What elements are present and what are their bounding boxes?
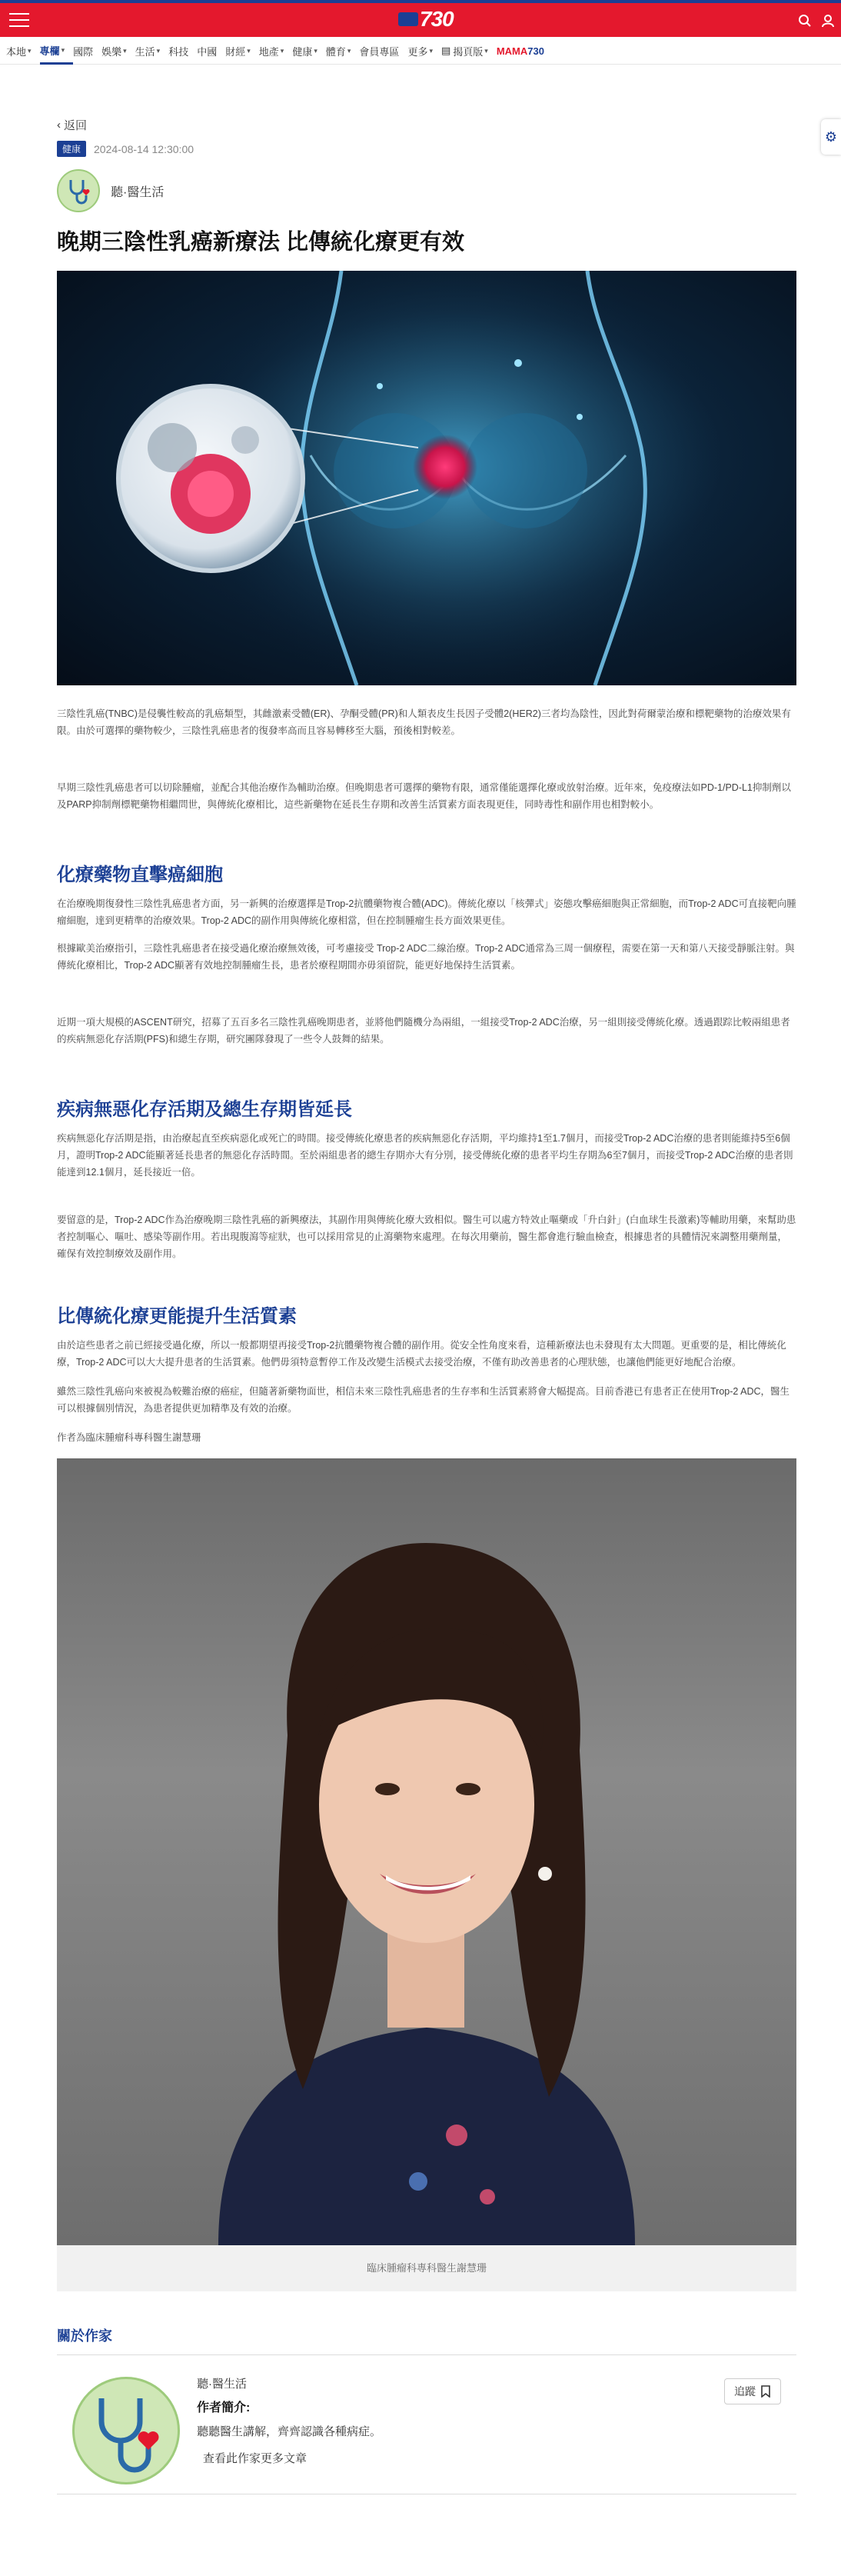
intro-label: 作者簡介:	[197, 2401, 251, 2414]
paragraph-8: 由於這些患者之前已經接受過化療，所以一般都期望再接受Trop-2抗體藥物複合體的副作用。從安全性角度來看，這種新療法也未發現有太大問題。更重要的是，相比傳統化療，Trop-2 ADC可以大大提升患者的生活質素。他們毋須特意暫停工作及改變生活模式去接受治療，不僅有助改善患者的心理狀態，也讓他們能更好地配合治療。	[57, 1340, 786, 1368]
nav-item-label: 揭頁版	[453, 45, 484, 58]
paragraph-4: 根據歐美治療指引，三陰性乳癌患者在接受過化療治療無效後，可考慮接受 Trop-2 ADC二線治療。Trop-2 ADC通常為三周一個療程，需要在第一天和第八天接受靜脈注射。與傳統化療相比，Trop-2 ADC顯著有效地控制腫瘤生長，患者於療程期間亦毋須留院，能更好地保持生活質素。	[57, 943, 795, 971]
nav-item-12[interactable]	[407, 37, 441, 65]
nav-item-label: 科技	[168, 45, 189, 58]
photo-caption: 臨床腫瘤科專科醫生謝慧珊	[57, 2245, 796, 2291]
article-title: 晚期三陰性乳癌新療法 比傳統化療更有效	[57, 230, 465, 255]
author-card-info	[197, 2375, 381, 2466]
nav-item-7[interactable]	[225, 37, 259, 65]
logo-text: 730	[420, 7, 454, 31]
chevron-down-icon: ▾	[123, 46, 127, 55]
chevron-down-icon: ▾	[280, 46, 284, 55]
divider	[57, 2354, 796, 2355]
chevron-down-icon: ▾	[314, 46, 317, 55]
chevron-down-icon: ▾	[61, 46, 65, 54]
article-meta	[57, 141, 796, 157]
nav-item-label: 更多	[407, 45, 428, 58]
nav-item-label: 本地	[6, 45, 27, 58]
paragraph-3: 在治療晚期復發性三陰性乳癌患者方面，另一新興的治療選擇是Trop-2抗體藥物複合體(ADC)。傳統化療以「核彈式」姿態攻擊癌細胞與正常細胞，而Trop-2 ADC可直接靶向腫瘤細胞，達到更精準的治療效果。Trop-2 ADC的副作用與傳統化療相當，但在控制腫瘤生長方面效果更佳。	[57, 898, 796, 926]
author-avatar[interactable]	[57, 169, 100, 212]
site-logo[interactable]	[398, 8, 454, 31]
section-heading-1: 化療藥物直擊癌細胞	[57, 865, 223, 885]
nav-item-8[interactable]	[259, 37, 293, 65]
nav-item-label: 體育	[325, 45, 346, 58]
follow-button[interactable]	[724, 2378, 781, 2404]
nav-item-1[interactable]	[40, 38, 74, 65]
settings-gear-icon[interactable]: ⚙	[821, 119, 841, 155]
main-nav	[0, 37, 841, 65]
article-container	[57, 117, 796, 2494]
nav-item-6[interactable]	[197, 37, 225, 65]
more-articles-link[interactable]: 查看此作家更多文章	[203, 2452, 307, 2465]
author-name[interactable]: 聽·醫生活	[111, 185, 165, 199]
paragraph-6: 疾病無惡化存活期是指，由治療起直至疾病惡化或死亡的時間。接受傳統化療患者的疾病無惡化存活期，平均維持1至1.7個月，而接受Trop-2 ADC治療的患者則能維持5至6個月，證明Trop-2 ADC能顯著延長患者的無惡化存活時間。至於兩組患者的總生存期亦大有分別，接受傳統化療的患者平均生存期為6至7個月，而接受Trop-2 ADC治療的患者則能達到12.1個月，延長接近一倍。	[57, 1133, 793, 1178]
back-label: 返回	[64, 119, 88, 132]
about-author-heading: 關於作家	[57, 2328, 112, 2344]
logo-mark	[398, 12, 418, 26]
follow-label: 追蹤	[734, 2385, 756, 2398]
chevron-down-icon: ▾	[28, 46, 32, 55]
paragraph-9: 雖然三陰性乳癌向來被視為較難治療的癌症，但隨著新藥物面世，相信未來三陰性乳癌患者的生存率和生活質素將會大幅提高。目前香港已有患者正在使用Trop-2 ADC，醫生可以根據個別情況，為患者提供更加精準及有效的治療。	[57, 1386, 790, 1414]
nav-item-label: 健康	[292, 45, 313, 58]
nav-item-0[interactable]	[6, 37, 40, 65]
nav-item-label: 娛樂	[101, 45, 122, 58]
nav-item-9[interactable]	[292, 37, 326, 65]
byline: 作者為臨床腫瘤科專科醫生謝慧珊	[57, 1432, 201, 1443]
paragraph-7: 要留意的是，Trop-2 ADC作為治療晚期三陰性乳癌的新興療法，其副作用與傳統化療大致相似。醫生可以處方特效止嘔藥或「升白針」(白血球生長激素)等輔助用藥，來幫助患者控制嘔心、嘔吐、感染等副作用。若出現腹瀉等症狀，也可以採用常見的止瀉藥物來處理。在每次用藥前，醫生都會進行驗血檢查，根據患者的具體情況來調整用藥劑量，確保有效控制療效及副作用。	[57, 1215, 796, 1259]
nav-item-label: 專欄	[39, 45, 60, 57]
chevron-down-icon: ▾	[156, 46, 161, 55]
paragraph-1: 三陰性乳癌(TNBC)是侵襲性較高的乳癌類型，其雌激素受體(ER)、孕酮受體(PR)和人類表皮生長因子受體2(HER2)三者均為陰性，因此對荷爾蒙治療和標靶藥物的治療效果有限。由於可選擇的藥物較少，三陰性乳癌患者的復發率高而且容易轉移至大腦，預後相對較差。	[57, 708, 791, 736]
nav-item-label: 生活	[135, 45, 155, 58]
user-icon[interactable]	[821, 14, 835, 28]
chevron-down-icon: ▾	[247, 46, 251, 55]
nav-item-label: 財經	[225, 45, 246, 58]
nav-item-mama730[interactable]	[497, 37, 553, 65]
chevron-down-icon: ▾	[484, 46, 488, 55]
section-heading-3: 比傳統化療更能提升生活質素	[57, 1306, 297, 1327]
back-link[interactable]	[57, 117, 796, 133]
chevron-down-icon: ▾	[429, 46, 433, 55]
mama-num: 730	[527, 45, 544, 57]
doctor-portrait	[57, 1458, 796, 2245]
nav-item-label: 會員專區	[359, 45, 400, 58]
paragraph-5: 近期一項大規模的ASCENT研究，招募了五百多名三陰性乳癌晚期患者，並將他們隨機分為兩組，一組接受Trop-2 ADC治療，另一組則接受傳統化療。透過跟踪比較兩組患者的疾病無惡化存活期(PFS)和總生存期，研究團隊發現了一些令人鼓舞的結果。	[57, 1017, 790, 1045]
section-heading-2: 疾病無惡化存活期及總生存期皆延長	[57, 1099, 352, 1120]
mama-label: MAMA	[496, 45, 528, 57]
nav-item-3[interactable]	[101, 37, 135, 65]
nav-item-label: 國際	[73, 45, 94, 58]
nav-item-11[interactable]	[359, 37, 407, 65]
nav-item-10[interactable]	[326, 37, 360, 65]
stethoscope-icon	[75, 2379, 178, 2482]
hero-image	[57, 271, 796, 685]
nav-item-2[interactable]	[73, 37, 101, 65]
stethoscope-icon	[63, 175, 94, 206]
chevron-left-icon: ‹	[57, 118, 61, 132]
nav-item-5[interactable]	[168, 37, 197, 65]
chevron-down-icon: ▾	[347, 46, 351, 55]
nav-item-13[interactable]	[441, 37, 497, 65]
search-icon[interactable]	[798, 14, 812, 28]
breast-cancer-illustration	[57, 271, 796, 685]
top-bar	[0, 0, 841, 37]
nav-item-label: 中國	[197, 45, 218, 58]
mama730-logo	[497, 45, 544, 57]
hamburger-menu-icon[interactable]	[9, 13, 29, 27]
author-intro: 聽聽醫生講解，齊齊認識各種病症。	[197, 2425, 382, 2438]
portrait-illustration	[57, 1458, 796, 2245]
nav-item-4[interactable]	[135, 37, 169, 65]
newspaper-icon: ▤	[440, 45, 451, 56]
nav-item-label: 地產	[258, 45, 279, 58]
author-row[interactable]	[57, 169, 796, 212]
author-card-avatar[interactable]	[72, 2377, 180, 2484]
paragraph-2: 早期三陰性乳癌患者可以切除腫瘤，並配合其他治療作為輔助治療。但晚期患者可選擇的藥物有限，通常僅能選擇化療或放射治療。近年來，免疫療法如PD-1/PD-L1抑制劑以及PARP抑制劑標靶藥物相繼問世，與傳統化療相比，這些新藥物在延長生存期和改善生活質素方面表現更佳，同時毒性和副作用也相對較小。	[57, 782, 791, 810]
author-card	[57, 2363, 796, 2494]
bookmark-icon	[760, 2385, 771, 2398]
publish-date: 2024-08-14 12:30:00	[94, 142, 194, 155]
category-tag[interactable]: 健康	[57, 141, 86, 157]
author-card-name[interactable]: 聽·醫生活	[197, 2378, 247, 2391]
